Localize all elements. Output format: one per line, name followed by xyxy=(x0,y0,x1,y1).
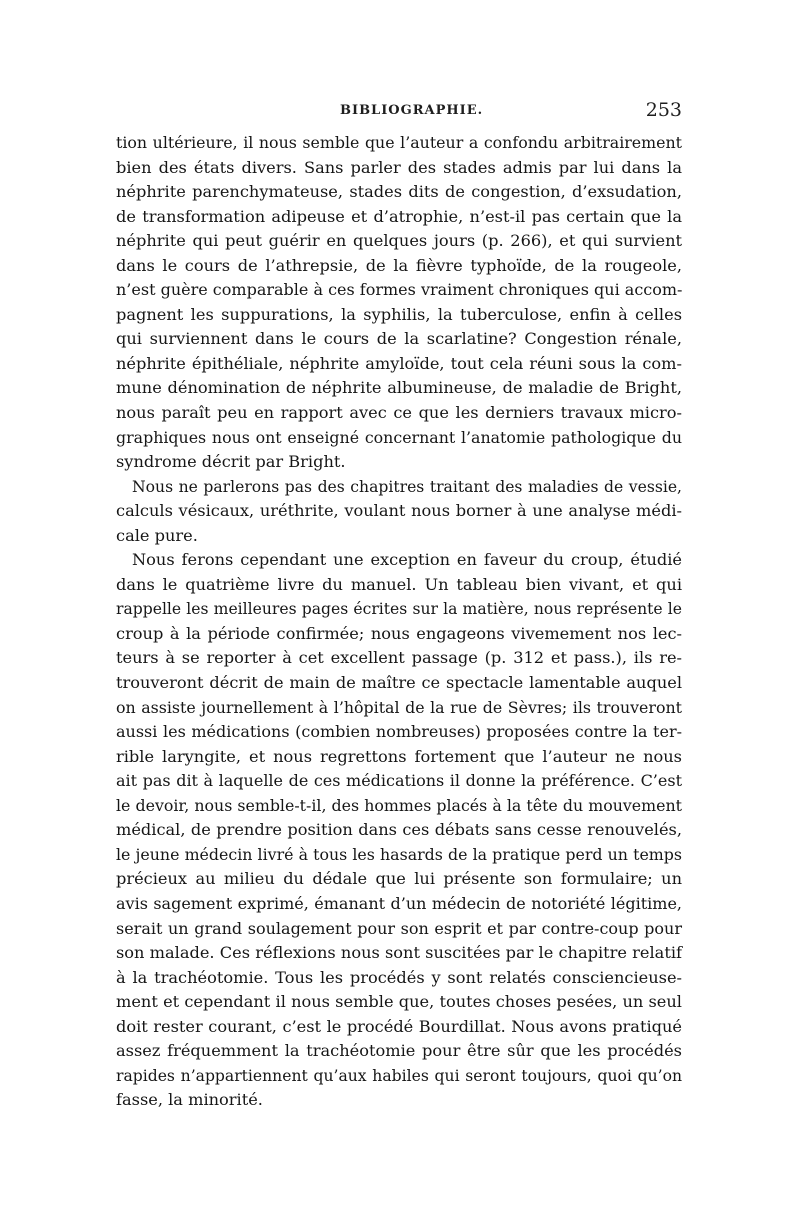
running-title: BIBLIOGRAPHIE. xyxy=(340,103,484,118)
text-line: son malade. Ces réflexions nous sont suscitées par le chapitre relatif xyxy=(116,943,682,963)
text-line: teurs à se reporter à cet excellent passage (p. 312 et pass.), ils re- xyxy=(116,648,682,668)
text-line: Nous ferons cependant une exception en faveur du croup, étudié xyxy=(132,550,682,570)
text-line: croup à la période confirmée; nous engageons vivemement nos lec- xyxy=(116,623,682,643)
text-line: on assiste journellement à l’hôpital de la rue de Sèvres; ils trouveront xyxy=(116,697,682,717)
text-line: médical, de prendre position dans ces débats sans cesse renouvelés, xyxy=(116,820,682,840)
text-line: néphrite épithéliale, néphrite amyloïde, tout cela réuni sous la com- xyxy=(116,353,682,373)
text-line: rappelle les meilleures pages écrites sur la matière, nous représente le xyxy=(116,600,682,619)
text-line: précieux au milieu du dédale que lui présente son formulaire; un xyxy=(116,869,682,889)
text-line: à la trachéotomie. Tous les procédés y sont relatés consciencieuse- xyxy=(116,967,682,987)
text-line: qui surviennent dans le cours de la scarlatine? Congestion rénale, xyxy=(116,329,682,349)
text-line: n’est guère comparable à ces formes vraiment chroniques qui accom- xyxy=(116,280,683,300)
text-line: rible laryngite, et nous regrettons fortement que l’auteur ne nous xyxy=(116,746,682,766)
text-line: cale pure. xyxy=(116,525,198,545)
text-line: graphiques nous ont enseigné concernant l’anatomie pathologique du xyxy=(116,427,682,447)
text-line: trouveront décrit de main de maître ce spectacle lamentable auquel xyxy=(116,673,682,693)
text-line: le jeune médecin livré à tous les hasards de la pratique perd un temps xyxy=(116,844,682,864)
text-line: mune dénomination de néphrite albumineuse, de maladie de Bright, xyxy=(116,378,682,398)
text-line: aussi les médications (combien nombreuses) proposées contre la ter- xyxy=(116,722,682,742)
text-line: néphrite parenchymateuse, stades dits de congestion, d’exsudation, xyxy=(116,182,682,202)
text-line: bien des états divers. Sans parler des stades admis par lui dans la xyxy=(116,157,682,177)
running-head xyxy=(116,99,682,125)
text-line: calculs vésicaux, uréthrite, voulant nous borner à une analyse médi- xyxy=(116,501,682,521)
text-line: tion ultérieure, il nous semble que l’auteur a confondu arbitrairement xyxy=(116,133,682,152)
text-line: nous paraît peu en rapport avec ce que les derniers travaux micro- xyxy=(116,403,682,423)
text-line: dans le quatrième livre du manuel. Un tableau bien vivant, et qui xyxy=(116,574,682,594)
page-number: 253 xyxy=(645,99,682,121)
text-line: serait un grand soulagement pour son esprit et par contre-coup pour xyxy=(116,918,682,938)
text-line: fasse, la minorité. xyxy=(116,1090,263,1110)
text-line: pagnent les suppurations, la syphilis, la tuberculose, enfin à celles xyxy=(116,304,682,324)
text-line: rapides n’appartiennent qu’aux habiles qui seront toujours, quoi qu’on xyxy=(116,1066,682,1085)
text-line: syndrome décrit par Bright. xyxy=(116,452,346,472)
text-line: ait pas dit à laquelle de ces médications il donne la préférence. C’est xyxy=(116,771,682,791)
body-text xyxy=(116,131,682,1113)
text-line: assez fréquemment la trachéotomie pour être sûr que les procédés xyxy=(116,1041,682,1061)
text-line: néphrite qui peut guérir en quelques jours (p. 266), et qui survient xyxy=(116,231,682,251)
text-line: Nous ne parlerons pas des chapitres traitant des maladies de vessie, xyxy=(132,477,682,496)
text-line: ment et cependant il nous semble que, toutes choses pesées, un seul xyxy=(116,992,682,1012)
text-line: dans le cours de l’athrepsie, de la fièvre typhoïde, de la rougeole, xyxy=(116,255,682,275)
text-line: le devoir, nous semble-t-il, des hommes placés à la tête du mouvement xyxy=(116,795,682,815)
text-line: doit rester courant, c’est le procédé Bourdillat. Nous avons pratiqué xyxy=(116,1016,682,1036)
text-line: de transformation adipeuse et d’atrophie, n’est-il pas certain que la xyxy=(116,206,682,226)
text-line: avis sagement exprimé, émanant d’un médecin de notoriété légitime, xyxy=(116,893,682,913)
